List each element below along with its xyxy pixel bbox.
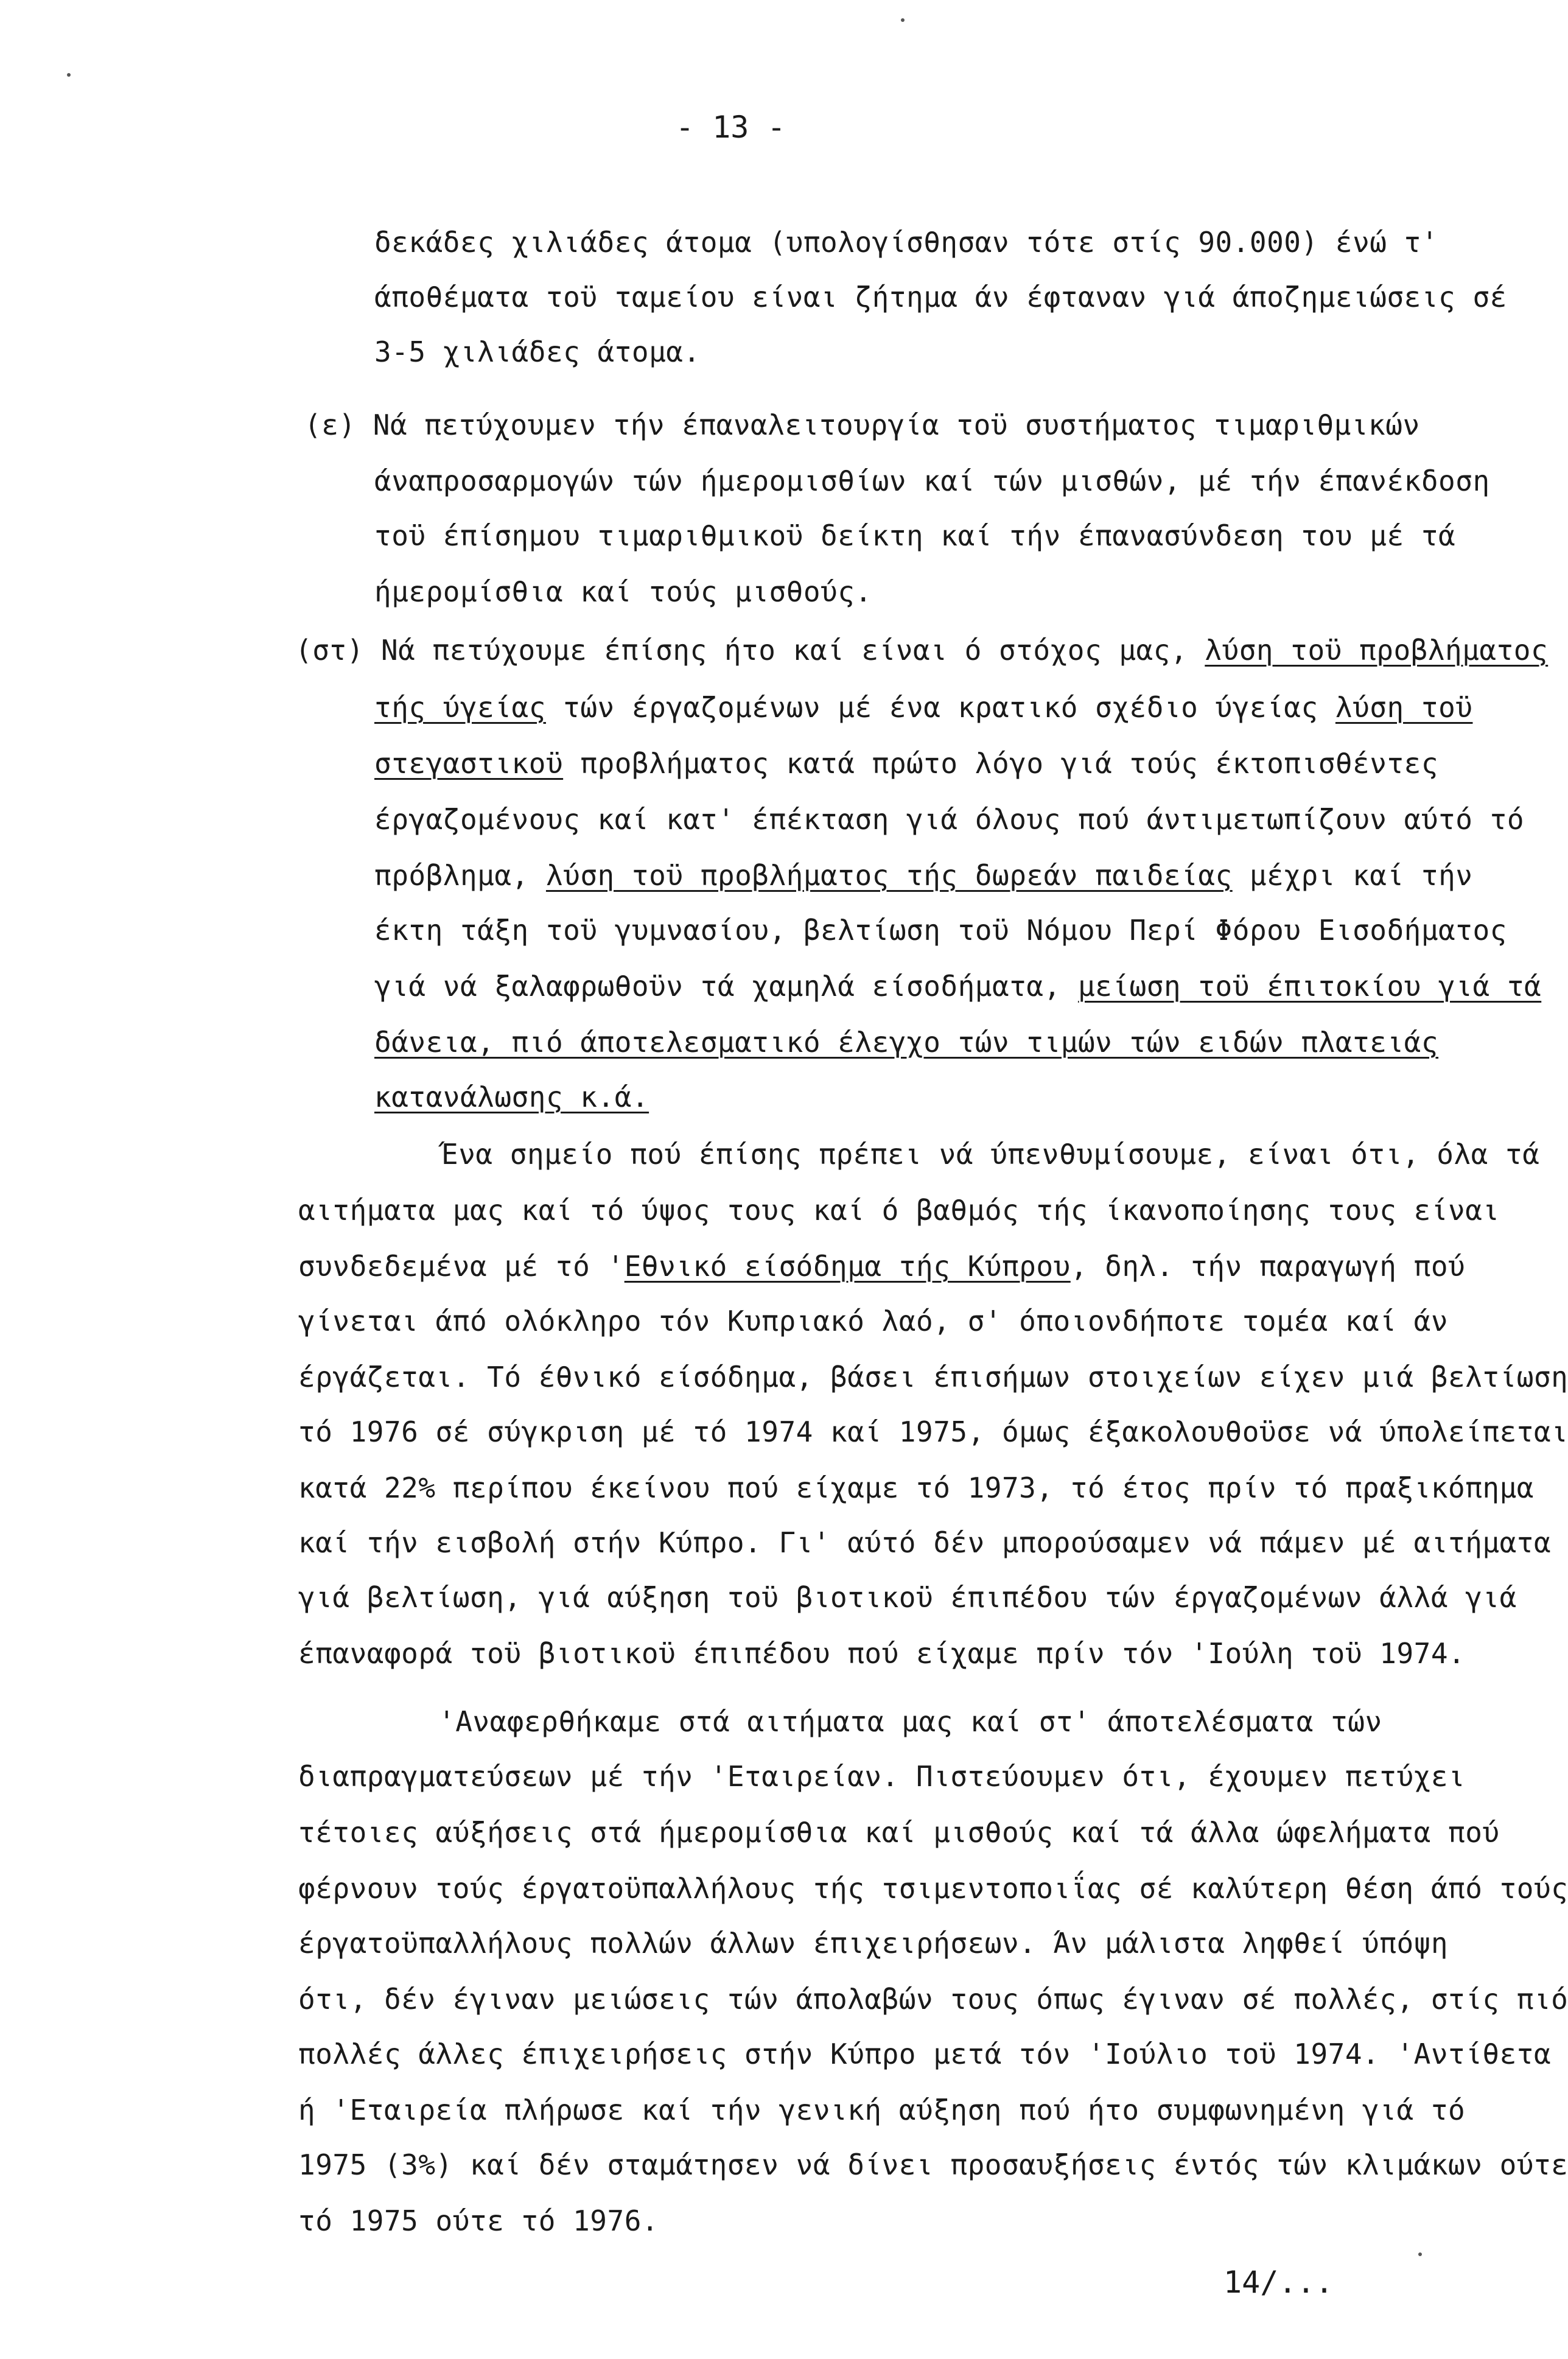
text-run: Ένα σημείο πού έπίσης πρέπει νά ύπενθυμίσουμε, είναι ότι, όλα τά — [441, 1138, 1540, 1171]
text-run: έπαναφορά τοϋ βιοτικοϋ έπιπέδου πού είχαμε πρίν τόν 'Ιούλη τοϋ 1974. — [298, 1637, 1466, 1670]
text-run: τοϋ έπίσημου τιμαριθμικοϋ δείκτη καί τήν έπανασύνδεση του μέ τά — [374, 519, 1456, 552]
text-line — [374, 280, 1507, 314]
text-run: προβλήματος κατά πρώτο λόγο γιά τούς έκτοπισθέντες — [563, 747, 1439, 780]
text-run: (στ) Νά πετύχουμε έπίσης ήτο καί είναι ό στόχος μας, — [295, 634, 1205, 667]
text-run: έκτη τάξη τοϋ γυμνασίου, βελτίωση τοϋ Νόμου Περί Φόρου Εισοδήματος — [374, 914, 1507, 947]
text-line — [298, 1871, 1568, 1905]
text-line — [295, 633, 1548, 667]
text-line — [374, 858, 1472, 892]
underlined-text: Εθνικό είσόδημα τής Κύπρου — [624, 1250, 1071, 1283]
underlined-text: λύση τοϋ προβλήματος — [1205, 634, 1549, 667]
underlined-text: λύση τοϋ — [1335, 691, 1473, 724]
text-line — [298, 1580, 1517, 1614]
text-line — [298, 1759, 1465, 1793]
underlined-text: κατανάλωσης κ.ά. — [374, 1081, 649, 1113]
text-run: γιά βελτίωση, γιά αύξηση τοϋ βιοτικοϋ έπιπέδου τών έργαζομένων άλλά γιά — [298, 1581, 1517, 1614]
page-number: - 13 - — [676, 110, 786, 145]
text-run: έργατοϋπαλλήλους πολλών άλλων έπιχειρήσεων. Άν μάλιστα ληφθεί ύπόψη — [298, 1927, 1449, 1960]
next-page-marker: 14/... — [1223, 2265, 1334, 2300]
text-line — [298, 1982, 1568, 2016]
text-line — [374, 746, 1438, 780]
text-run: άναπροσαρμογών τών ήμερομισθίων καί τών μισθών, μέ τήν έπανέκδοση — [374, 464, 1490, 497]
text-run: τό 1975 ούτε τό 1976. — [298, 2204, 659, 2237]
text-run: γιά νά ξαλαφρωθοϋν τά χαμηλά είσοδήματα, — [374, 970, 1078, 1003]
text-line — [374, 335, 701, 369]
text-run: μέχρι καί τήν — [1232, 859, 1473, 892]
text-line — [374, 464, 1490, 498]
text-line — [374, 802, 1524, 836]
text-run: κατά 22% περίπου έκείνου πού είχαμε τό 1973, τό έτος πρίν τό πραξικόπημα — [298, 1471, 1534, 1504]
text-run: φέρνουν τούς έργατοϋπαλλήλους τής τσιμεντοποιΐας σέ καλύτερη θέση άπό τούς — [298, 1872, 1568, 1905]
scan-speck — [901, 18, 905, 22]
underlined-text: μείωση τοϋ έπιτοκίου γιά τά — [1077, 970, 1542, 1003]
text-line — [298, 2037, 1551, 2071]
text-line — [374, 913, 1507, 947]
text-line — [304, 408, 1420, 442]
text-run: , δηλ. τήν παραγωγή πού — [1070, 1250, 1466, 1283]
text-run: ήμερομίσθια καί τούς μισθούς. — [374, 575, 872, 608]
text-line — [298, 1636, 1465, 1670]
text-run: αιτήματα μας καί τό ύψος τους καί ό βαθμός τής ίκανοποίησης τους είναι — [298, 1194, 1500, 1227]
text-run: καί τήν εισβολή στήν Κύπρο. Γι' αύτό δέν μπορούσαμεν νά πάμεν μέ αιτήματα — [298, 1526, 1552, 1559]
text-line — [298, 2204, 659, 2238]
text-line — [298, 1471, 1534, 1505]
text-run: 3-5 χιλιάδες άτομα. — [374, 335, 701, 368]
text-run: διαπραγματεύσεων μέ τήν 'Εταιρείαν. Πιστεύουμεν ότι, έχουμεν πετύχει — [298, 1760, 1466, 1793]
underlined-text: στεγαστικοϋ — [374, 747, 564, 780]
text-line — [298, 1193, 1500, 1227]
text-run: (ε) Νά πετύχουμεν τήν έπαναλειτουργία τοϋ συστήματος τιμαριθμικών — [304, 408, 1420, 441]
text-run: 1975 (3%) καί δέν σταμάτησεν νά δίνει προσαυξήσεις έντός τών κλιμάκων ούτε — [298, 2148, 1568, 2181]
text-run: άποθέματα τοϋ ταμείου είναι ζήτημα άν έφταναν γιά άποζημειώσεις σέ — [374, 281, 1507, 314]
text-run: συνδεδεμένα μέ τό ' — [298, 1250, 625, 1283]
text-line — [374, 575, 872, 609]
text-run: δεκάδες χιλιάδες άτομα (υπολογίσθησαν τότε στίς 90.000) ένώ τ' — [374, 226, 1439, 259]
text-line — [374, 1025, 1438, 1059]
text-line — [374, 1080, 649, 1114]
text-run: πολλές άλλες έπιχειρήσεις στήν Κύπρο μετά τόν 'Ιούλιο τοϋ 1974. 'Αντίθετα — [298, 2038, 1552, 2070]
text-line — [298, 1249, 1465, 1283]
text-run: γίνεται άπό ολόκληρο τόν Κυπριακό λαό, σ' όποιονδήποτε τομέα καί άν — [298, 1305, 1449, 1337]
text-line — [298, 1526, 1551, 1560]
scan-speck — [67, 73, 71, 77]
text-run: πρόβλημα, — [374, 859, 546, 892]
text-run: τέτοιες αύξήσεις στά ήμερομίσθια καί μισθούς καί τά άλλα ώφελήματα πού — [298, 1816, 1500, 1849]
text-run: έργαζομένους καί κατ' έπέκταση γιά όλους πού άντιμετωπίζουν αύτό τό — [374, 803, 1525, 836]
text-line — [441, 1137, 1539, 1171]
text-run: έργάζεται. Τό έθνικό είσόδημα, βάσει έπισήμων στοιχείων είχεν μιά βελτίωση — [298, 1361, 1568, 1393]
underlined-text: δάνεια, πιό άποτελεσματικό έλεγχο τών τιμών τών ειδών πλατειάς — [374, 1026, 1439, 1059]
underlined-text: τής ύγείας — [374, 691, 546, 724]
text-line — [298, 1415, 1568, 1449]
text-line — [298, 2148, 1568, 2182]
underlined-text: λύση τοϋ προβλήματος τής δωρεάν παιδείας — [545, 859, 1233, 892]
text-line — [374, 225, 1438, 259]
text-run: τών έργαζομένων μέ ένα κρατικό σχέδιο ύγείας — [545, 691, 1335, 724]
text-line — [374, 519, 1455, 553]
text-line — [374, 690, 1472, 724]
text-line — [374, 969, 1541, 1003]
text-run: τό 1976 σέ σύγκριση μέ τό 1974 καί 1975, όμως έξακολουθοϋσε νά ύπολείπεται — [298, 1415, 1568, 1448]
text-line — [298, 1304, 1448, 1338]
text-run: 'Αναφερθήκαμε στά αιτήματα μας καί στ' άποτελέσματα τών — [438, 1705, 1382, 1738]
text-line — [298, 1815, 1500, 1849]
text-line — [298, 2093, 1465, 2127]
text-run: ότι, δέν έγιναν μειώσεις τών άπολαβών τους όπως έγιναν σέ πολλές, στίς πιό — [298, 1983, 1568, 2016]
scan-speck — [1418, 2252, 1422, 2256]
text-line — [438, 1705, 1382, 1739]
text-run: ή 'Εταιρεία πλήρωσε καί τήν γενική αύξηση πού ήτο συμφωνημένη γιά τό — [298, 2094, 1466, 2126]
text-line — [298, 1926, 1448, 1960]
text-line — [298, 1360, 1568, 1394]
